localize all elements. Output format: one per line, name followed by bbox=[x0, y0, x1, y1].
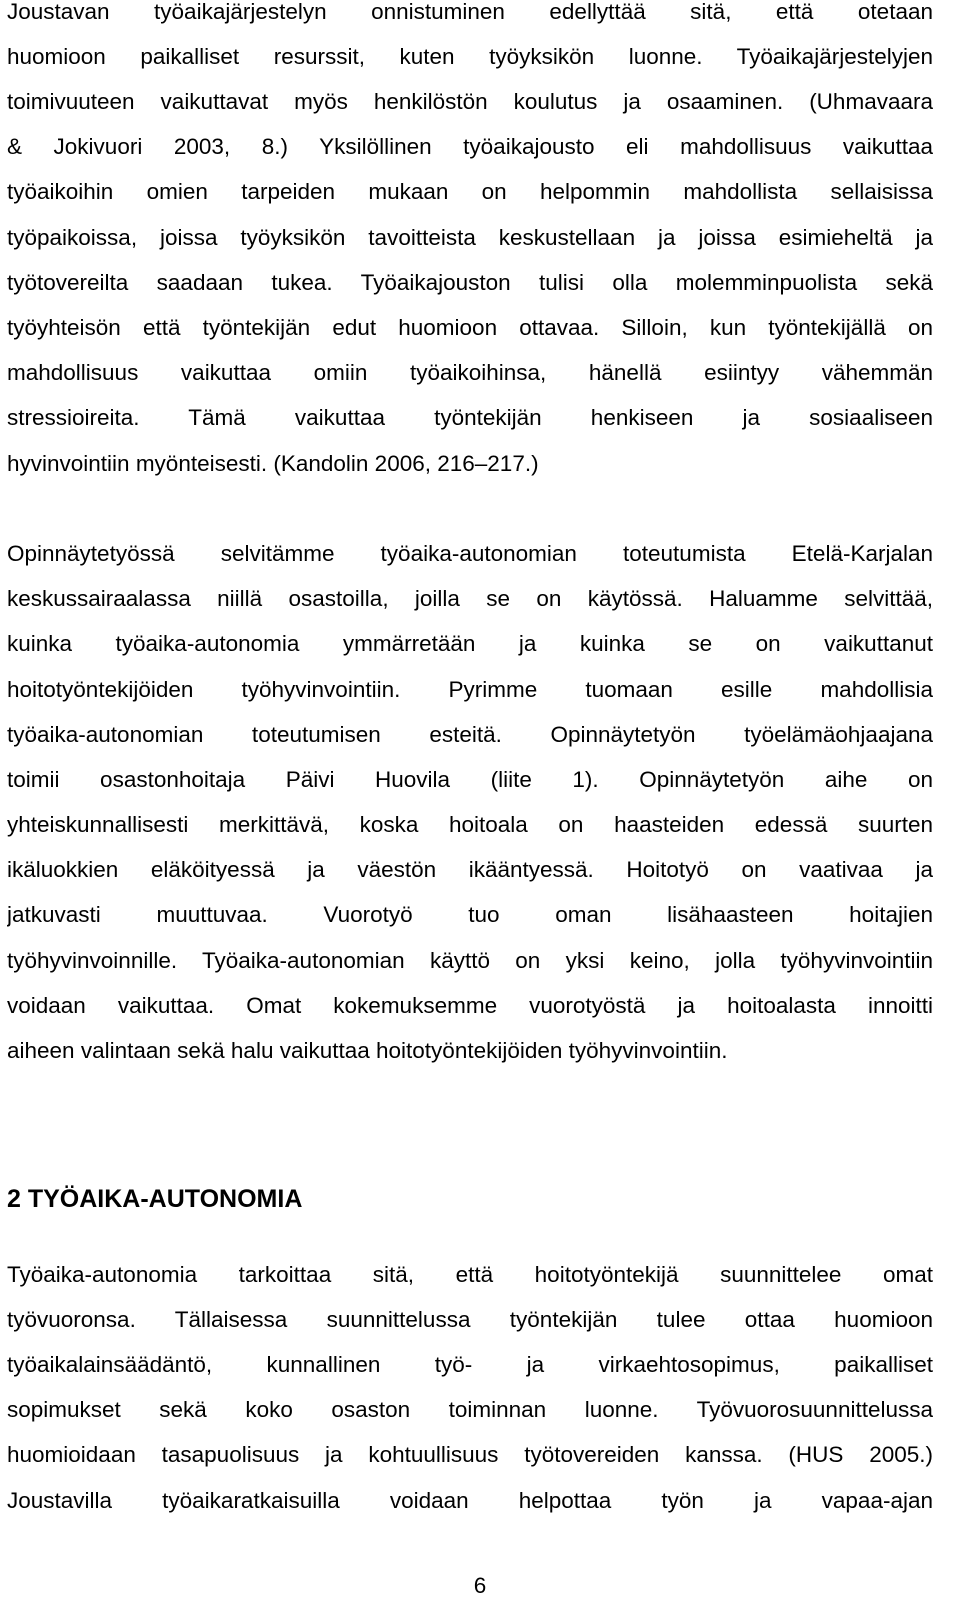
text-line: kuinka työaika-autonomia ymmärretään ja kuinka se on vaikuttanut bbox=[7, 631, 933, 656]
text-line: keskussairaalassa niillä osastoilla, joilla se on käytössä. Haluamme selvittää, bbox=[7, 586, 933, 611]
text-line: hoitotyöntekijöiden työhyvinvointiin. Pyrimme tuomaan esille mahdollisia bbox=[7, 677, 933, 702]
text-line: työvuoronsa. Tällaisessa suunnittelussa työntekijän tulee ottaa huomioon bbox=[7, 1307, 933, 1332]
text-line: Työaika-autonomia tarkoittaa sitä, että hoitotyöntekijä suunnittelee omat bbox=[7, 1262, 933, 1287]
page-number: 6 bbox=[473, 1573, 487, 1598]
section-heading: 2 TYÖAIKA-AUTONOMIA bbox=[7, 1185, 303, 1213]
text-line: jatkuvasti muuttuvaa. Vuorotyö tuo oman lisähaasteen hoitajien bbox=[7, 902, 933, 927]
text-line: huomioon paikalliset resurssit, kuten työyksikön luonne. Työaikajärjestelyjen bbox=[7, 44, 933, 69]
text-line: ikäluokkien eläköityessä ja väestön ikääntyessä. Hoitotyö on vaativaa ja bbox=[7, 857, 933, 882]
text-line: työaikalainsäädäntö, kunnallinen työ- ja virkaehtosopimus, paikalliset bbox=[7, 1352, 933, 1377]
text-line: stressioireita. Tämä vaikuttaa työntekijän henkiseen ja sosiaaliseen bbox=[7, 405, 933, 430]
text-line: & Jokivuori 2003, 8.) Yksilöllinen työaikajousto eli mahdollisuus vaikuttaa bbox=[7, 134, 933, 159]
text-line: Joustavilla työaikaratkaisuilla voidaan helpottaa työn ja vapaa-ajan bbox=[7, 1488, 933, 1513]
text-line: työaikoihin omien tarpeiden mukaan on helpommin mahdollista sellaisissa bbox=[7, 179, 933, 204]
text-line: toimivuuteen vaikuttavat myös henkilöstön koulutus ja osaaminen. (Uhmavaara bbox=[7, 89, 933, 114]
text-line: toimii osastonhoitaja Päivi Huovila (liite 1). Opinnäytetyön aihe on bbox=[7, 767, 933, 792]
text-line: aiheen valintaan sekä halu vaikuttaa hoitotyöntekijöiden työhyvinvointiin. bbox=[7, 1038, 728, 1063]
text-line: sopimukset sekä koko osaston toiminnan luonne. Työvuorosuunnittelussa bbox=[7, 1397, 933, 1422]
text-line: työaika-autonomian toteutumisen esteitä. Opinnäytetyön työelämäohjaajana bbox=[7, 722, 933, 747]
text-line: työyhteisön että työntekijän edut huomioon ottavaa. Silloin, kun työntekijällä on bbox=[7, 315, 933, 340]
text-line: voidaan vaikuttaa. Omat kokemuksemme vuorotyöstä ja hoitoalasta innoitti bbox=[7, 993, 933, 1018]
text-line: työpaikoissa, joissa työyksikön tavoitteista keskustellaan ja joissa esimieheltä ja bbox=[7, 225, 933, 250]
text-line: hyvinvointiin myönteisesti. (Kandolin 2006, 216–217.) bbox=[7, 451, 539, 476]
text-line: huomioidaan tasapuolisuus ja kohtuullisuus työtovereiden kanssa. (HUS 2005.) bbox=[7, 1442, 933, 1467]
text-line: työhyvinvoinnille. Työaika-autonomian käyttö on yksi keino, jolla työhyvinvointiin bbox=[7, 948, 933, 973]
text-line: työtovereilta saadaan tukea. Työaikajouston tulisi olla molemminpuolista sekä bbox=[7, 270, 933, 295]
text-line: Opinnäytetyössä selvitämme työaika-autonomian toteutumista Etelä-Karjalan bbox=[7, 541, 933, 566]
text-line: mahdollisuus vaikuttaa omiin työaikoihinsa, hänellä esiintyy vähemmän bbox=[7, 360, 933, 385]
text-line: yhteiskunnallisesti merkittävä, koska hoitoala on haasteiden edessä suurten bbox=[7, 812, 933, 837]
text-line: Joustavan työaikajärjestelyn onnistuminen edellyttää sitä, että otetaan bbox=[7, 0, 933, 24]
